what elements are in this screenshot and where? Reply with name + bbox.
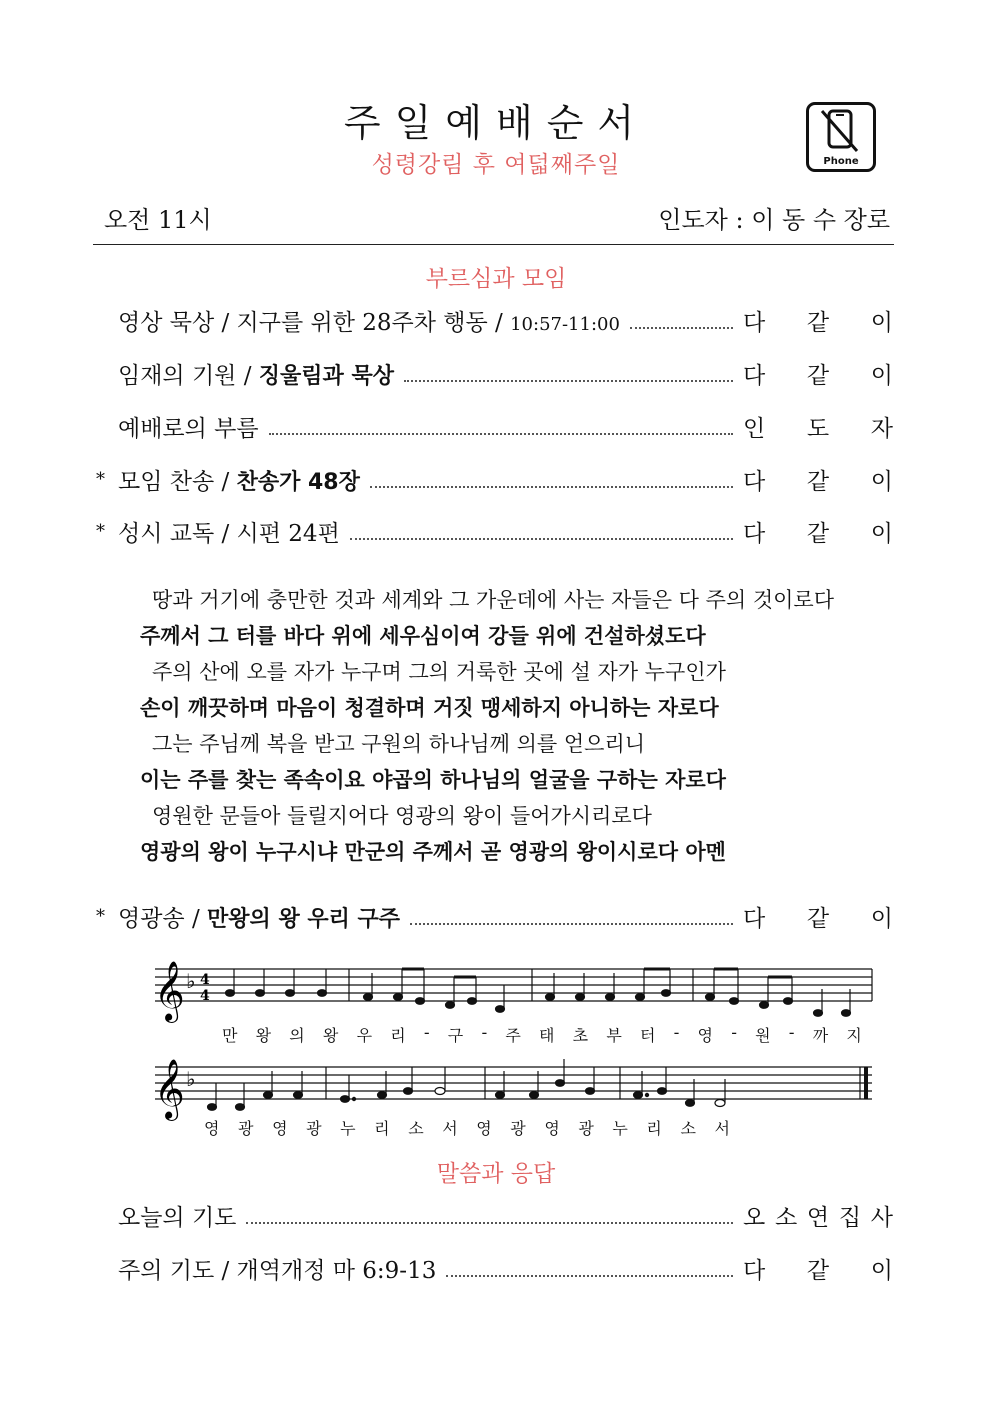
leader-dots — [370, 470, 733, 488]
order-item — [96, 302, 893, 338]
leader-dots — [350, 522, 733, 540]
order-item-label: 영상 묵상 / 지구를 위한 28주차 행동 / 10:57-11:00 — [118, 309, 620, 336]
page-title: 주일예배순서 — [343, 101, 649, 145]
standing-mark: * — [96, 468, 105, 490]
lyrics-line-1: 만 왕 의 왕 우 리 - 구 - 주 태 초 부 터 - 영 - 원 - 까 지 — [222, 1023, 862, 1045]
psalm-verse-congregation: 영광의 왕이 누구시냐 만군의 주께서 곧 영광의 왕이시로다 아멘 — [140, 840, 726, 864]
leader-dots — [269, 417, 733, 435]
psalm-verse-leader: 그는 주님께 복을 받고 구원의 하나님께 의를 얻으리니 — [152, 732, 646, 756]
phone-icon-label: Phone — [823, 156, 859, 167]
order-item-gloria — [96, 898, 893, 934]
order-item — [96, 461, 893, 497]
treble-clef-icon: 𝄞 — [154, 961, 185, 1021]
leader-dots — [446, 1259, 733, 1277]
flat-icon: ♭ — [186, 1067, 196, 1091]
time-signature-top: 4 — [200, 972, 210, 988]
section-title-gathering: 부르심과 모임 — [425, 266, 567, 292]
standing-mark: * — [96, 520, 105, 542]
order-item-label: 영광송 / 만왕의 왕 우리 구주 — [118, 905, 401, 932]
psalm-verse-leader: 영원한 문들아 들릴지어다 영광의 왕이 들어가시리로다 — [152, 804, 652, 828]
order-item-responder: 다 같 이 — [743, 1257, 893, 1284]
order-item-responder: 오 소 연 집 사 — [743, 1204, 893, 1231]
flat-icon: ♭ — [186, 969, 196, 993]
order-item-label: 모임 찬송 / 찬송가 48장 — [118, 468, 360, 495]
order-item-responder: 다 같 이 — [743, 905, 893, 932]
page-subtitle: 성령강림 후 여덟째주일 — [371, 152, 621, 178]
order-item — [96, 1197, 893, 1233]
order-item — [96, 513, 893, 549]
psalm-verse-congregation: 주께서 그 터를 바다 위에 세우심이여 강들 위에 건설하셨도다 — [140, 624, 706, 648]
order-item-label: 예배로의 부름 — [118, 415, 259, 442]
treble-clef-icon: 𝄞 — [154, 1059, 185, 1119]
order-item-responder: 다 같 이 — [743, 468, 893, 495]
order-item — [96, 1250, 893, 1286]
psalm-verse-leader: 땅과 거기에 충만한 것과 세계와 그 가운데에 사는 자들은 다 주의 것이로다 — [152, 588, 835, 612]
staff-line-2 — [155, 1067, 872, 1099]
psalm-verse-leader: 주의 산에 오를 자가 누구며 그의 거룩한 곳에 설 자가 누구인가 — [152, 660, 726, 684]
order-item-responder: 인 도 자 — [743, 415, 893, 442]
order-item-label: 임재의 기원 / 징울림과 묵상 — [118, 362, 394, 389]
order-item — [96, 355, 893, 391]
leader-dots — [410, 907, 733, 925]
service-leader: 인도자 : 이 동 수 장로 — [658, 206, 890, 234]
order-item-responder: 다 같 이 — [743, 520, 893, 547]
lyrics-line-2: 영 광 영 광 누 리 소 서 영 광 영 광 누 리 소 서 — [204, 1119, 730, 1138]
leader-dots — [630, 311, 733, 329]
time-signature-bottom: 4 — [200, 988, 210, 1004]
leader-dots — [246, 1206, 733, 1224]
service-time: 오전 11시 — [104, 206, 212, 234]
header-divider — [93, 244, 894, 245]
psalm-verse-congregation: 손이 깨끗하며 마음이 청결하며 거짓 맹세하지 아니하는 자로다 — [140, 696, 719, 720]
leader-dots — [404, 364, 733, 382]
section-title-word: 말씀과 응답 — [436, 1161, 556, 1187]
standing-mark: * — [96, 905, 105, 927]
order-item-responder: 다 같 이 — [743, 362, 893, 389]
order-item-label: 성시 교독 / 시편 24편 — [118, 520, 340, 547]
order-item-responder: 다 같 이 — [743, 309, 893, 336]
order-item — [96, 408, 893, 444]
order-item-label: 주의 기도 / 개역개정 마 6:9-13 — [118, 1257, 437, 1284]
psalm-verse-congregation: 이는 주를 찾는 족속이요 야곱의 하나님의 얼굴을 구하는 자로다 — [140, 768, 726, 792]
order-item-label: 오늘의 기도 — [118, 1204, 237, 1231]
